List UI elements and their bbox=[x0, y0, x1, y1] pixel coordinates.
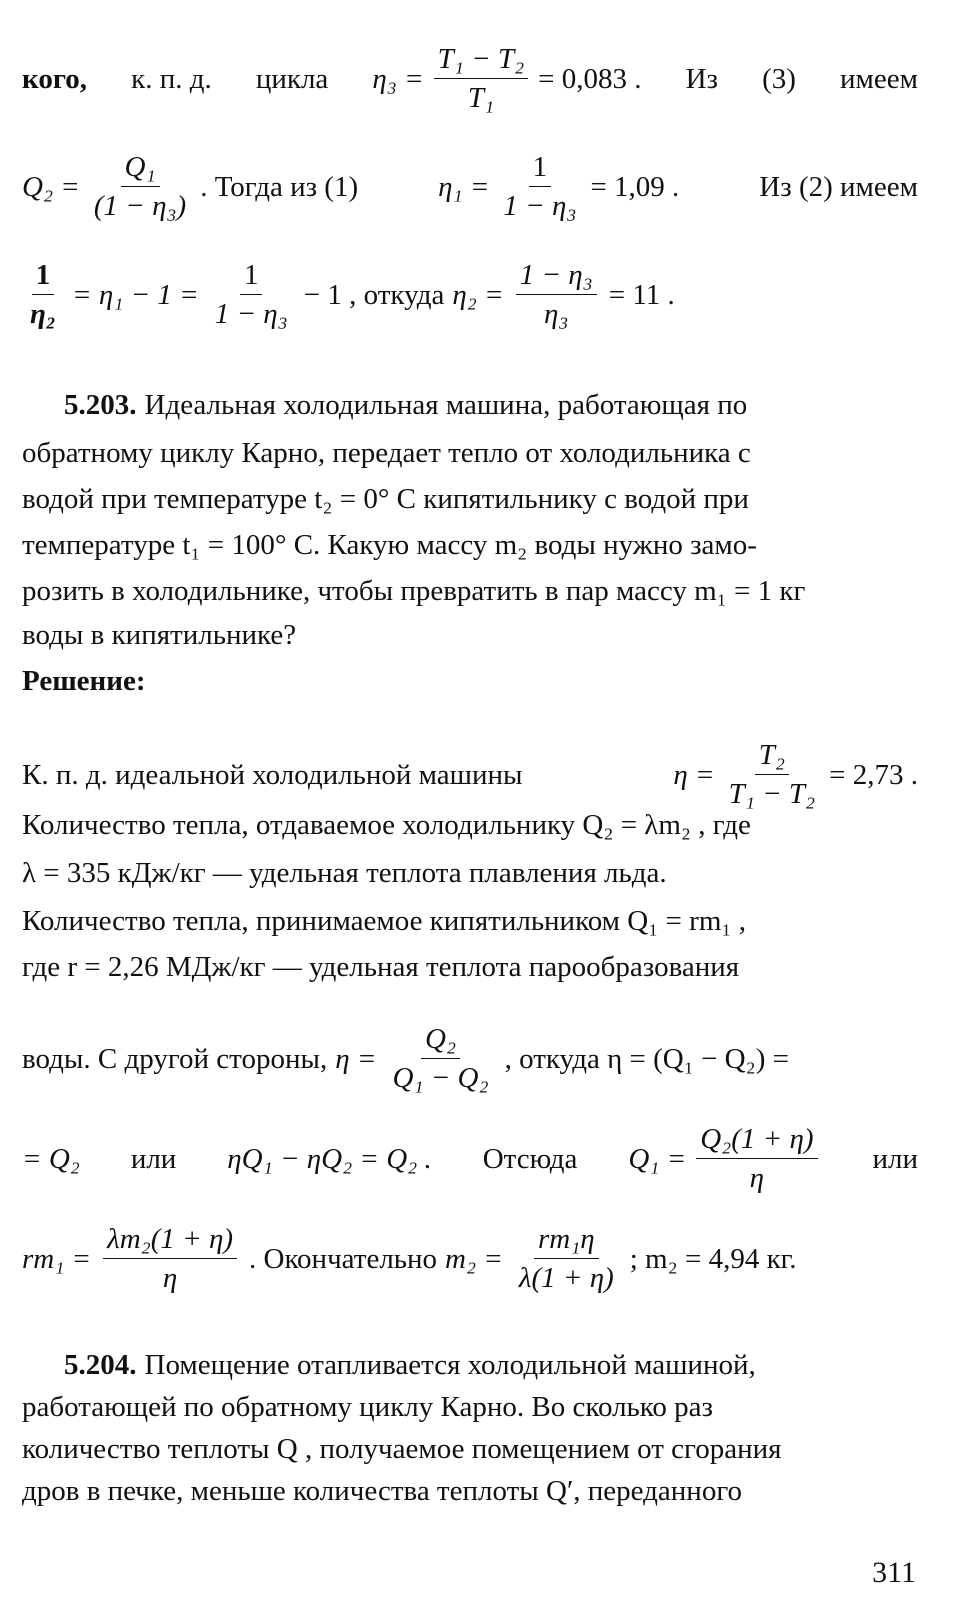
text: или bbox=[872, 1142, 918, 1175]
denominator: T₁ − T₂ bbox=[728, 778, 816, 810]
solution-line-8 bbox=[22, 1222, 918, 1295]
solution-heading bbox=[22, 664, 918, 698]
text: − 1 , откуда bbox=[303, 278, 445, 311]
formula-lhs: η₃ = bbox=[372, 62, 424, 95]
numerator: Q₁ bbox=[121, 150, 160, 187]
text: кого, bbox=[22, 62, 88, 95]
denominator: λ(1 + η) bbox=[518, 1262, 614, 1294]
fraction bbox=[516, 258, 597, 331]
text: температуре t₁ = 100° С. Какую массу m₂ воды нужно замо- bbox=[22, 529, 757, 561]
fraction bbox=[211, 258, 292, 331]
denominator: 1 − η₃ bbox=[503, 190, 577, 222]
denominator: T₁ bbox=[467, 82, 495, 114]
formula-lhs: m₂ = bbox=[445, 1242, 503, 1275]
formula-eta bbox=[673, 738, 918, 811]
text: λ = 335 кДж/кг — удельная теплота плавления льда. bbox=[22, 857, 667, 889]
problem-203-line-2 bbox=[22, 436, 918, 470]
solution-line-4 bbox=[22, 904, 918, 938]
text: цикла bbox=[255, 62, 329, 95]
text: обратному циклу Карно, передает тепло от холодильника с bbox=[22, 437, 751, 469]
problem-number: 5.203. bbox=[64, 389, 137, 421]
text: Количество тепла, принимаемое кипятильником Q₁ = rm₁ , bbox=[22, 905, 746, 937]
numerator: λm₂(1 + η) bbox=[103, 1222, 237, 1259]
problem-204-line-1 bbox=[64, 1348, 918, 1382]
formula-value: = 1,09 . bbox=[590, 170, 680, 203]
formula-q2 bbox=[22, 150, 358, 223]
text: розить в холодильнике, чтобы превратить в пар массу m₁ = 1 кг bbox=[22, 575, 806, 607]
numerator: rm₁η bbox=[534, 1222, 599, 1259]
denominator: η bbox=[749, 1162, 765, 1194]
text: дров в печке, меньше количества теплоты Q′, переданного bbox=[22, 1475, 743, 1507]
denominator: (1 − η₃) bbox=[93, 190, 187, 222]
formula-lhs: rm₁ = bbox=[22, 1242, 92, 1275]
formula-eta3 bbox=[372, 42, 641, 115]
text: Идеальная холодильная машина, работающая по bbox=[144, 389, 748, 421]
prev-line-1 bbox=[22, 42, 918, 115]
denominator: 1 − η₃ bbox=[214, 298, 288, 330]
problem-203-line-1 bbox=[64, 388, 918, 422]
formula-lhs: Q₂ = bbox=[22, 170, 80, 203]
solution-line-6 bbox=[22, 1022, 918, 1095]
formula-value: = 0,083 . bbox=[538, 62, 642, 95]
numerator: T₂ bbox=[755, 738, 789, 775]
text: , откуда η = (Q₁ − Q₂) = bbox=[504, 1042, 789, 1075]
numerator: 1 bbox=[529, 150, 552, 187]
text: воды. С другой стороны, bbox=[22, 1042, 328, 1075]
text: Количество тепла, отдаваемое холодильнику Q₂ = λm₂ , где bbox=[22, 809, 751, 841]
denominator: η₃ bbox=[543, 298, 569, 330]
text: имеем bbox=[840, 62, 918, 95]
fraction bbox=[499, 150, 580, 223]
numerator: Q₂ bbox=[421, 1022, 460, 1059]
problem-number: 5.204. bbox=[64, 1349, 137, 1381]
denominator: η₂ bbox=[30, 298, 57, 330]
formula-text: = Q₂ bbox=[22, 1142, 80, 1175]
text: К. п. д. идеальной холодильной машины bbox=[22, 758, 523, 791]
formula-text: ηQ₁ − ηQ₂ = Q₂ . bbox=[227, 1142, 432, 1175]
formula-lhs: η₁ = bbox=[438, 170, 490, 203]
prev-line-3 bbox=[22, 258, 918, 331]
fraction bbox=[434, 42, 529, 115]
text: работающей по обратному циклу Карно. Во сколько раз bbox=[22, 1391, 713, 1423]
denominator: η bbox=[162, 1262, 178, 1294]
text: Помещение отапливается холодильной машиной, bbox=[144, 1349, 756, 1381]
text: воды в кипятильнике? bbox=[22, 619, 297, 651]
formula-q1 bbox=[628, 1122, 821, 1195]
solution-line-2 bbox=[22, 808, 918, 842]
problem-204-line-3 bbox=[22, 1432, 918, 1466]
prev-line-2 bbox=[22, 150, 918, 223]
text: Отсюда bbox=[482, 1142, 578, 1175]
formula-lhs: η = bbox=[673, 758, 715, 791]
formula-text: = η₁ − 1 = bbox=[72, 278, 199, 311]
numerator: T₁ − T₂ bbox=[434, 42, 529, 79]
text: (3) bbox=[762, 62, 796, 95]
problem-204-line-2 bbox=[22, 1390, 918, 1424]
problem-203-line-5 bbox=[22, 574, 918, 608]
problem-204-line-4 bbox=[22, 1474, 918, 1508]
numerator: Q₂(1 + η) bbox=[696, 1122, 817, 1159]
formula-eta1 bbox=[438, 150, 679, 223]
fraction bbox=[26, 258, 60, 331]
fraction bbox=[515, 1222, 618, 1295]
problem-203-line-6 bbox=[22, 618, 918, 652]
numerator: 1 bbox=[240, 258, 263, 295]
problem-203-line-3 bbox=[22, 482, 918, 516]
formula-lhs: Q₁ = bbox=[628, 1142, 687, 1175]
problem-203-line-4 bbox=[22, 528, 918, 562]
formula-lhs: η = bbox=[335, 1042, 377, 1075]
text: к. п. д. bbox=[131, 62, 212, 95]
solution-line-7 bbox=[22, 1122, 918, 1195]
text: количество теплоты Q , получаемое помещением от сгорания bbox=[22, 1433, 782, 1465]
fraction bbox=[725, 738, 820, 811]
fraction bbox=[696, 1122, 817, 1195]
numerator: 1 − η₃ bbox=[516, 258, 597, 295]
formula-lhs: η₂ = bbox=[452, 278, 504, 311]
formula-value: = 2,73 . bbox=[829, 758, 918, 791]
solution-line-5 bbox=[22, 950, 918, 984]
formula-value: ; m₂ = 4,94 кг. bbox=[629, 1242, 797, 1275]
text: Из bbox=[685, 62, 719, 95]
fraction bbox=[388, 1022, 492, 1095]
denominator: Q₁ − Q₂ bbox=[392, 1062, 489, 1094]
text: Из (2) имеем bbox=[759, 170, 918, 203]
text: . Тогда из (1) bbox=[200, 170, 359, 203]
fraction bbox=[103, 1222, 237, 1295]
text: водой при температуре t₂ = 0° С кипятильнику с водой при bbox=[22, 483, 749, 515]
page-number: 311 bbox=[872, 1556, 916, 1589]
text: . Окончательно bbox=[249, 1242, 438, 1275]
solution-line-1 bbox=[22, 738, 918, 811]
heading: Решение: bbox=[22, 665, 146, 697]
fraction bbox=[90, 150, 190, 223]
text: где r = 2,26 МДж/кг — удельная теплота парообразования bbox=[22, 951, 740, 983]
formula-value: = 11 . bbox=[608, 278, 675, 311]
text: или bbox=[130, 1142, 177, 1175]
solution-line-3 bbox=[22, 856, 918, 890]
numerator: 1 bbox=[32, 258, 55, 295]
